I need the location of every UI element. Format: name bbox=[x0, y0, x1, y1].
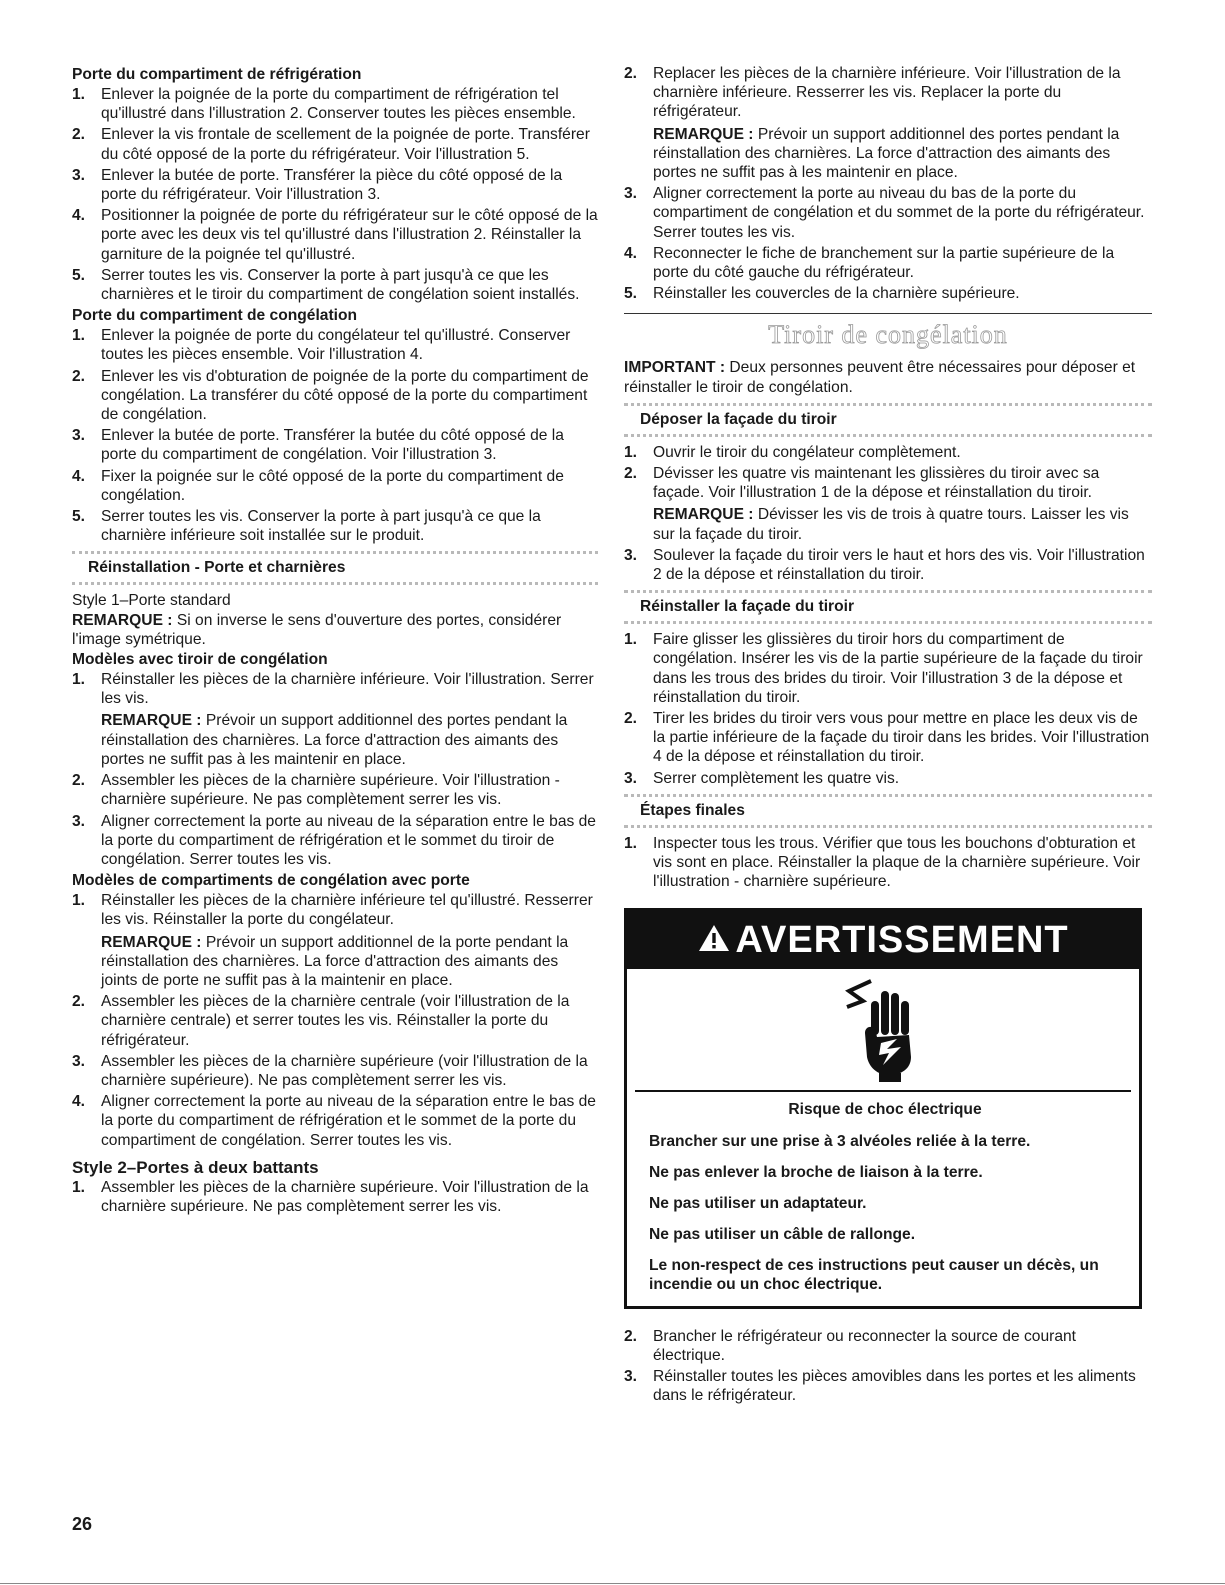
step-text: Assembler les pièces de la charnière supérieure. Voir l'illustration de la charnière supérieure. Ne pas complètement serrer les vis. bbox=[101, 1178, 589, 1215]
step-text: Replacer les pièces de la charnière inférieure. Voir l'illustration de la charnière inférieure. Resserrer les vis. Replacer la porte du réfrigérateur. bbox=[653, 65, 1121, 121]
warning-icon-area bbox=[635, 969, 1131, 1092]
step-text: Dévisser les quatre vis maintenant les glissières du tiroir avec sa façade. Voir l'illustration 1 de la dépose et réinstallation du tiroir. bbox=[653, 465, 1100, 502]
step-text: Aligner correctement la porte au niveau du bas de la porte du compartiment de congélation et du sommet de la porte du réfrigérateur. Serrer toutes les vis. bbox=[653, 185, 1145, 241]
reinstall-doors-subheading: Réinstallation - Porte et charnières bbox=[72, 551, 598, 585]
note-text: Si on inverse le sens d'ouverture des portes, considérer l'image symétrique. bbox=[72, 611, 562, 648]
step-text: Aligner correctement la porte au niveau de la séparation entre le bas de la porte du compartiment de réfrigération et le sommet du tiroir de congélation. Serrer toutes les vis. bbox=[101, 812, 596, 868]
step-text: Assembler les pièces de la charnière supérieure. Voir l'illustration - charnière supérieure. Ne pas complètement serrer les vis. bbox=[101, 772, 560, 809]
step-text: Positionner la poignée de porte du réfrigérateur sur le côté opposé de la porte avec les deux vis tel qu'illustré dans l'illustration 2. Réinstaller la garniture de la poignée tel qu'illustré. bbox=[101, 207, 598, 263]
drawer-models-steps bbox=[72, 670, 598, 869]
note-text: Prévoir un support additionnel des portes pendant la réinstallation des charnières. La force d'attraction des aimants des portes ne suffit pas à les maintenir en place. bbox=[101, 712, 568, 768]
step-text: Soulever la façade du tiroir vers le haut et hors des vis. Voir l'illustration 2 de la dépose et réinstallation du tiroir. bbox=[653, 546, 1145, 584]
note-text: Dévisser les vis de trois à quatre tours. Laisser les vis sur la façade du tiroir. bbox=[653, 506, 1129, 543]
list-item bbox=[624, 464, 1152, 544]
step-number: 3. bbox=[624, 769, 638, 787]
step-text: Assembler les pièces de la charnière centrale (voir l'illustration de la charnière centrale) et serrer toutes les vis. Réinstaller la porte du réfrigérateur. bbox=[101, 993, 570, 1049]
list-item bbox=[72, 992, 598, 1050]
right-column bbox=[624, 64, 1152, 1407]
list-item bbox=[72, 1092, 598, 1150]
step-number: 1. bbox=[72, 86, 86, 103]
step-text: Aligner correctement la porte au niveau de la séparation entre le bas de la porte du compartiment de réfrigération et le sommet de la porte du compartiment de congélation. Serrer toutes les vis. bbox=[101, 1093, 596, 1149]
step-text: Serrer complètement les quatre vis. bbox=[653, 769, 900, 787]
note-label: REMARQUE : bbox=[653, 506, 754, 524]
step-number: 1. bbox=[72, 327, 86, 345]
important-text: Deux personnes peuvent être nécessaires pour déposer et réinstaller le tiroir de congélation. bbox=[624, 359, 1136, 396]
fridge-door-steps bbox=[72, 85, 598, 304]
page-number: 26 bbox=[72, 1514, 93, 1534]
important-note bbox=[624, 358, 1152, 396]
list-item bbox=[624, 630, 1152, 707]
reinstall-front-subheading: Réinstaller la façade du tiroir bbox=[624, 590, 1152, 624]
list-item bbox=[624, 1327, 1152, 1365]
list-item bbox=[72, 125, 598, 163]
reinstall-front-steps bbox=[624, 630, 1152, 788]
list-item bbox=[72, 166, 598, 204]
step-text: Enlever la poignée de la porte du compartiment de réfrigération tel qu'illustré dans l'illustration 2. Conserver toutes les pièces ensemble. bbox=[101, 86, 576, 123]
step-note bbox=[101, 933, 598, 991]
step-number: 2. bbox=[624, 465, 638, 483]
list-item bbox=[624, 443, 1152, 462]
step-text: Fixer la poignée sur le côté opposé de la porte du compartiment de congélation. bbox=[101, 467, 564, 504]
note-label: REMARQUE : bbox=[101, 712, 202, 730]
list-item bbox=[72, 367, 598, 425]
step-number: 1. bbox=[624, 834, 638, 852]
step-number: 1. bbox=[72, 671, 86, 689]
step-number: 3. bbox=[72, 166, 86, 184]
step-text: Enlever la butée de porte. Transférer la butée du côté opposé de la porte du compartiment de congélation. Voir l'illustration 3. bbox=[101, 427, 564, 464]
step-number: 5. bbox=[624, 285, 638, 303]
step-number: 2. bbox=[624, 710, 638, 728]
step-text: Enlever la vis frontale de scellement de la poignée de porte. Transférer du côté opposé de la porte du réfrigérateur. Voir l'illustration 5. bbox=[101, 126, 590, 163]
step-number: 5. bbox=[72, 508, 86, 526]
step-number: 3. bbox=[72, 427, 86, 445]
list-item bbox=[72, 467, 598, 505]
list-item bbox=[72, 426, 598, 464]
list-item bbox=[72, 891, 598, 990]
door-models-steps bbox=[72, 891, 598, 1150]
list-item bbox=[624, 546, 1152, 584]
note-text: Prévoir un support additionnel des portes pendant la réinstallation des charnières. La force d'attraction des aimants des portes ne suffit pas à les maintenir en place. bbox=[653, 125, 1120, 182]
list-item bbox=[72, 1178, 598, 1216]
step-text: Faire glisser les glissières du tiroir hors du compartiment de congélation. Insérer les vis de la partie supérieure de la façade du tiroir dans les trous des brides du tiroir. Voir l'illustration 3 de la dépose et réinstallation du tiroir. bbox=[653, 631, 1143, 706]
warning-line: Ne pas enlever la broche de liaison à la terre. bbox=[649, 1163, 983, 1181]
list-item bbox=[72, 326, 598, 364]
step-note bbox=[653, 125, 1152, 183]
section-divider bbox=[624, 313, 1152, 314]
style2-steps bbox=[72, 1178, 598, 1216]
step-note bbox=[101, 711, 598, 769]
step-text: Tirer les brides du tiroir vers vous pour mettre en place les deux vis de la partie inférieure de la façade du tiroir dans les brides. Voir l'illustration 4 de la dépose et réinstallation du tiroir. bbox=[653, 710, 1150, 766]
step-number: 2. bbox=[72, 993, 86, 1011]
electric-shock-hand-icon bbox=[841, 977, 925, 1083]
note-label: REMARQUE : bbox=[101, 933, 202, 951]
style1-label: Style 1–Porte standard bbox=[72, 592, 231, 610]
after-warning-steps bbox=[624, 1327, 1152, 1406]
step-number: 2. bbox=[624, 1327, 638, 1345]
freezer-door-heading: Porte du compartiment de congélation bbox=[72, 307, 358, 325]
note-label: REMARQUE : bbox=[653, 125, 754, 143]
style1-note bbox=[72, 611, 598, 649]
list-item bbox=[624, 1367, 1152, 1405]
remove-front-steps bbox=[624, 443, 1152, 584]
step-text: Réinstaller les pièces de la charnière inférieure. Voir l'illustration. Serrer les vis. bbox=[101, 671, 594, 708]
step-text: Brancher le réfrigérateur ou reconnecter la source de courant électrique. bbox=[653, 1327, 1076, 1364]
list-item bbox=[624, 244, 1152, 282]
step-text: Serrer toutes les vis. Conserver la porte à part jusqu'à ce que la charnière inférieure soit installée sur le produit. bbox=[101, 508, 541, 545]
step-number: 1. bbox=[72, 1178, 86, 1196]
remove-front-subheading: Déposer la façade du tiroir bbox=[624, 403, 1152, 437]
step-text: Enlever la butée de porte. Transférer la pièce du côté opposé de la porte du réfrigérateur. Voir l'illustration 3. bbox=[101, 166, 563, 204]
warning-text bbox=[627, 1092, 1139, 1306]
final-steps-subheading: Étapes finales bbox=[624, 794, 1152, 828]
step-number: 3. bbox=[624, 1367, 638, 1385]
warning-banner-text: AVERTISSEMENT bbox=[735, 918, 1069, 961]
list-item bbox=[72, 206, 598, 264]
step-text: Enlever les vis d'obturation de poignée de la porte du compartiment de congélation. La transférer du côté opposé de la porte du compartiment de congélation. bbox=[101, 367, 589, 424]
style2-continued-steps bbox=[624, 64, 1152, 303]
warning-banner bbox=[627, 911, 1139, 969]
step-number: 2. bbox=[624, 65, 638, 82]
step-number: 5. bbox=[72, 266, 86, 284]
list-item bbox=[624, 64, 1152, 182]
list-item bbox=[624, 284, 1152, 303]
list-item bbox=[72, 507, 598, 545]
step-number: 4. bbox=[72, 1093, 86, 1111]
step-text: Serrer toutes les vis. Conserver la porte à part jusqu'à ce que les charnières et le tiroir du compartiment de congélation soient installés. bbox=[101, 266, 580, 304]
step-number: 2. bbox=[72, 772, 86, 790]
step-text: Assembler les pièces de la charnière supérieure (voir l'illustration de la charnière supérieure). Ne pas complètement serrer les vis. bbox=[101, 1052, 588, 1089]
note-text: Prévoir un support additionnel de la porte pendant la réinstallation des charnières. La force d'attraction des aimants des joints de porte ne suffit pas à la maintenir en place. bbox=[101, 933, 569, 989]
freezer-door-steps bbox=[72, 326, 598, 545]
style2-heading: Style 2–Portes à deux battants bbox=[72, 1157, 319, 1177]
step-text: Enlever la poignée de porte du congélateur tel qu'illustré. Conserver toutes les pièces ensemble. Voir l'illustration 4. bbox=[101, 327, 571, 364]
step-text: Réinstaller les couvercles de la charnière supérieure. bbox=[653, 285, 1020, 303]
step-number: 1. bbox=[624, 443, 638, 461]
step-number: 3. bbox=[624, 185, 638, 203]
list-item bbox=[624, 769, 1152, 788]
drawer-models-heading: Modèles avec tiroir de congélation bbox=[72, 651, 328, 669]
list-item bbox=[72, 1052, 598, 1090]
list-item bbox=[624, 834, 1152, 892]
list-item bbox=[72, 85, 598, 123]
step-text: Ouvrir le tiroir du congélateur complètement. bbox=[653, 443, 961, 461]
bottom-edge-line bbox=[0, 1583, 1225, 1584]
step-number: 3. bbox=[72, 812, 86, 830]
warning-line: Ne pas utiliser un câble de rallonge. bbox=[649, 1225, 916, 1243]
note-label: REMARQUE : bbox=[72, 611, 173, 629]
list-item bbox=[72, 771, 598, 809]
step-number: 2. bbox=[72, 126, 86, 144]
warning-title: Risque de choc électrique bbox=[788, 1100, 982, 1118]
step-text: Inspecter tous les trous. Vérifier que tous les bouchons d'obturation et vis sont en place. Réinstaller la plaque de la charnière supérieure. Voir l'illustration - charnière supérieure. bbox=[653, 834, 1141, 891]
list-item bbox=[72, 812, 598, 870]
step-number: 1. bbox=[624, 631, 638, 649]
step-number: 2. bbox=[72, 367, 86, 385]
list-item bbox=[72, 670, 598, 769]
step-number: 1. bbox=[72, 892, 86, 910]
important-label: IMPORTANT : bbox=[624, 359, 726, 377]
step-note bbox=[653, 505, 1152, 543]
step-number: 4. bbox=[624, 244, 638, 262]
step-text: Reconnecter le fiche de branchement sur la partie supérieure de la porte du côté gauche du réfrigérateur. bbox=[653, 244, 1115, 282]
step-number: 3. bbox=[72, 1052, 86, 1070]
warning-box bbox=[624, 908, 1142, 1309]
section-title: Tiroir de congélation bbox=[768, 320, 1008, 350]
warning-triangle-icon bbox=[697, 912, 731, 970]
left-column bbox=[72, 64, 598, 1218]
step-number: 4. bbox=[72, 207, 86, 225]
fridge-door-heading: Porte du compartiment de réfrigération bbox=[72, 66, 362, 83]
warning-consequence: Le non-respect de ces instructions peut causer un décès, un incendie ou un choc électrique. bbox=[649, 1256, 1099, 1293]
list-item bbox=[624, 709, 1152, 767]
step-text: Réinstaller toutes les pièces amovibles dans les portes et les aliments dans le réfrigérateur. bbox=[653, 1367, 1136, 1405]
final-steps bbox=[624, 834, 1152, 892]
step-text: Réinstaller les pièces de la charnière inférieure tel qu'illustré. Resserrer les vis. Réinstaller la porte du congélateur. bbox=[101, 892, 593, 929]
door-models-heading: Modèles de compartiments de congélation avec porte bbox=[72, 872, 470, 890]
list-item bbox=[72, 266, 598, 304]
step-number: 3. bbox=[624, 546, 638, 564]
warning-line: Brancher sur une prise à 3 alvéoles reliée à la terre. bbox=[649, 1132, 1031, 1150]
list-item bbox=[624, 184, 1152, 242]
step-number: 4. bbox=[72, 467, 86, 485]
warning-line: Ne pas utiliser un adaptateur. bbox=[649, 1194, 867, 1212]
